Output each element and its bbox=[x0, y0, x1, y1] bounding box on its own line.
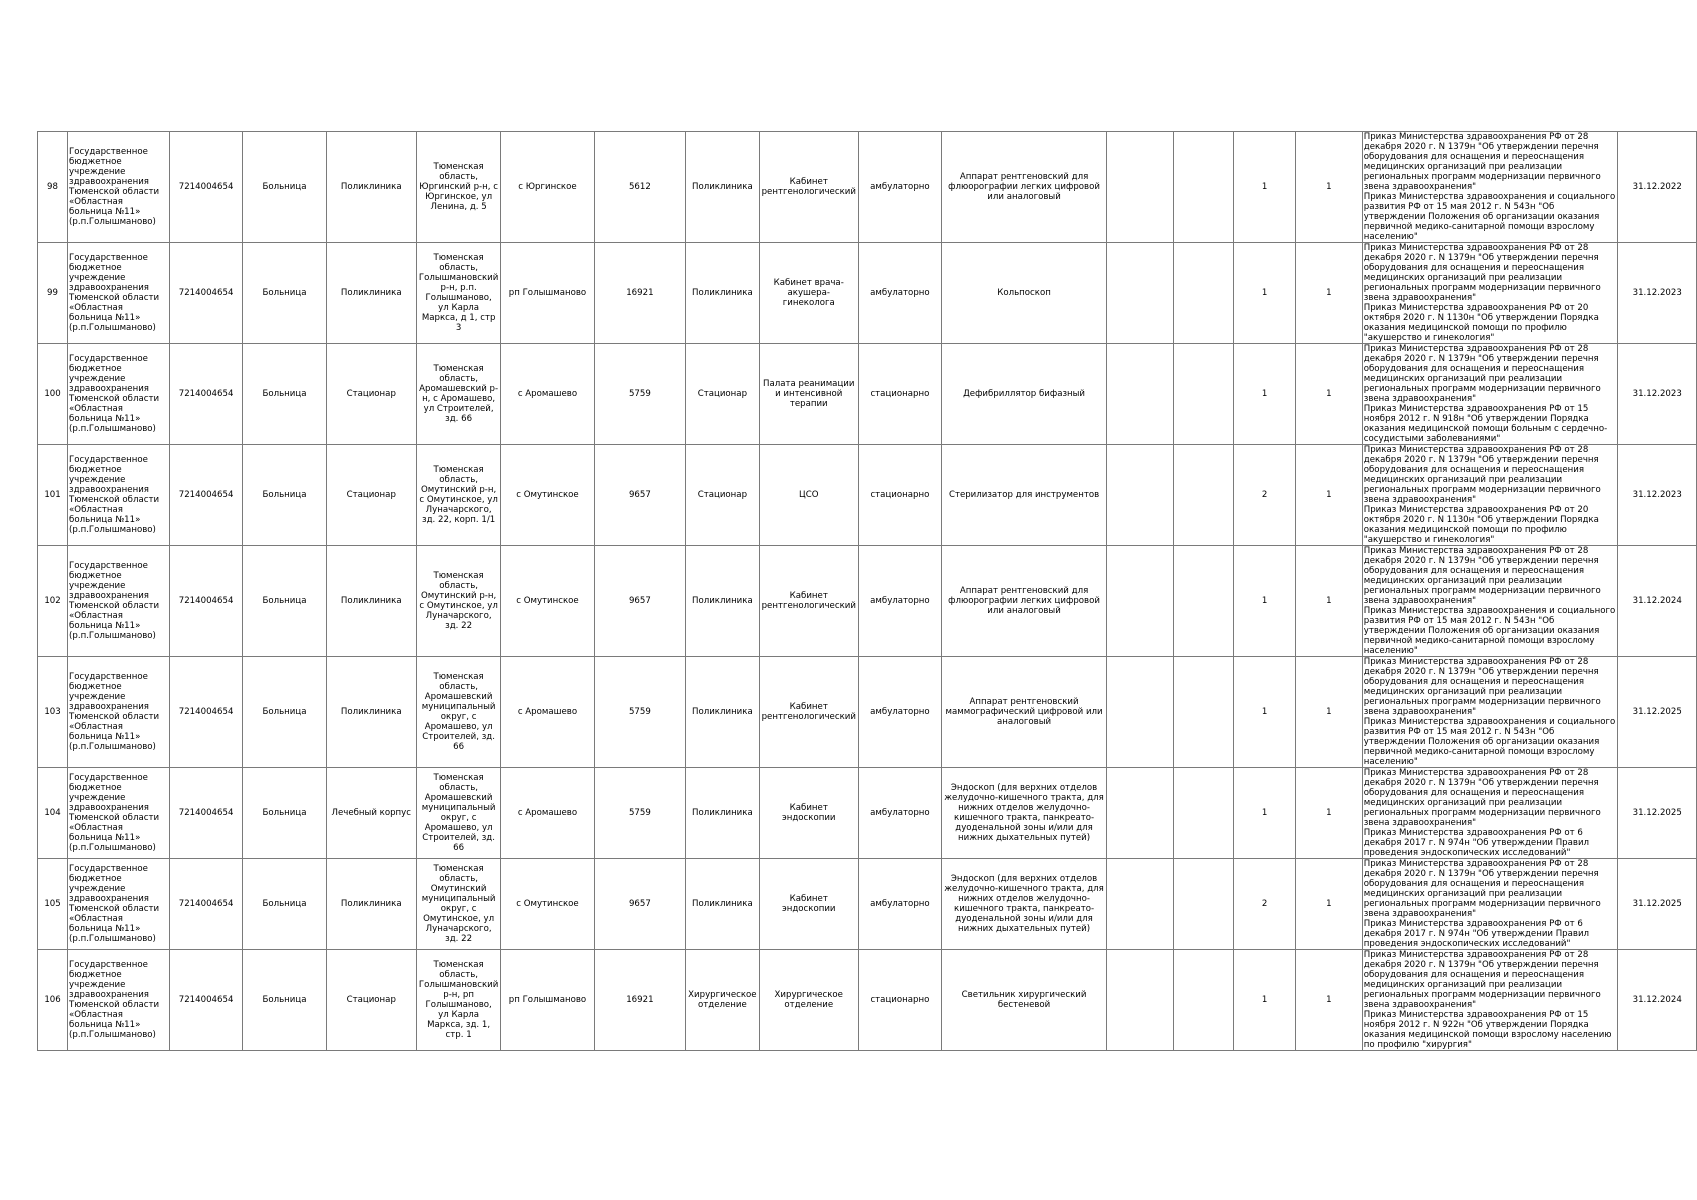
quantity-planned: 1 bbox=[1295, 243, 1362, 344]
locality: рп Голышманово bbox=[501, 950, 594, 1051]
care-mode: амбулаторно bbox=[858, 768, 941, 859]
equipment-name: Кольпоскоп bbox=[941, 243, 1106, 344]
population: 16921 bbox=[594, 950, 686, 1051]
deadline-date: 31.12.2025 bbox=[1618, 859, 1697, 950]
table-row bbox=[38, 768, 1697, 859]
locality: с Юргинское bbox=[501, 132, 594, 243]
empty-cell bbox=[1107, 243, 1173, 344]
legal-basis bbox=[1362, 344, 1618, 445]
empty-cell bbox=[1173, 546, 1234, 657]
room: Хирургическое отделение bbox=[759, 950, 858, 1051]
population: 9657 bbox=[594, 546, 686, 657]
facility-type: Больница bbox=[243, 344, 326, 445]
row-number: 103 bbox=[38, 657, 68, 768]
equipment-register-table bbox=[37, 131, 1697, 1051]
population: 5612 bbox=[594, 132, 686, 243]
building-name: Поликлиника bbox=[326, 243, 416, 344]
deadline-date: 31.12.2023 bbox=[1618, 445, 1697, 546]
empty-cell bbox=[1173, 657, 1234, 768]
equipment-name: Аппарат рентгеновский для флюорографии легких цифровой или аналоговый bbox=[941, 546, 1106, 657]
address: Тюменская область, Юргинский р-н, с Юргинское, ул Ленина, д. 5 bbox=[416, 132, 500, 243]
row-number: 102 bbox=[38, 546, 68, 657]
inn: 7214004654 bbox=[169, 445, 242, 546]
facility-type: Больница bbox=[243, 950, 326, 1051]
legal-basis-item: Приказ Министерства здравоохранения и социального развития РФ от 15 мая 2012 г. N 543н "Об утверждении Положения об организации оказания первичной медико-санитарной помощи взрослому населению" bbox=[1363, 717, 1616, 767]
row-number: 99 bbox=[38, 243, 68, 344]
inn: 7214004654 bbox=[169, 132, 242, 243]
empty-cell bbox=[1107, 445, 1173, 546]
legal-basis-item: Приказ Министерства здравоохранения и социального развития РФ от 15 мая 2012 г. N 543н "Об утверждении Положения об организации оказания первичной медико-санитарной помощи взрослому населению" bbox=[1363, 606, 1616, 656]
empty-cell bbox=[1107, 546, 1173, 657]
building-name: Стационар bbox=[326, 950, 416, 1051]
quantity-needed: 1 bbox=[1234, 344, 1295, 445]
unit: Поликлиника bbox=[686, 657, 759, 768]
organization-name: Государственное бюджетное учреждение здравоохранения Тюменской области «Областная больница №11» (р.п.Голышманово) bbox=[68, 657, 170, 768]
building-name: Поликлиника bbox=[326, 859, 416, 950]
table-row bbox=[38, 657, 1697, 768]
locality: с Омутинское bbox=[501, 546, 594, 657]
equipment-name: Светильник хирургический бестеневой bbox=[941, 950, 1106, 1051]
care-mode: амбулаторно bbox=[858, 657, 941, 768]
address: Тюменская область, Омутинский р-н, с Омутинское, ул Луначарского, зд. 22, корп. 1/1 bbox=[416, 445, 500, 546]
legal-basis bbox=[1362, 950, 1618, 1051]
care-mode: амбулаторно bbox=[858, 243, 941, 344]
population: 5759 bbox=[594, 344, 686, 445]
legal-basis-item: Приказ Министерства здравоохранения РФ от 20 октября 2020 г. N 1130н "Об утверждении Порядка оказания медицинской помощи по профилю "акушерство и гинекология" bbox=[1363, 505, 1599, 545]
deadline-date: 31.12.2025 bbox=[1618, 657, 1697, 768]
care-mode: амбулаторно bbox=[858, 132, 941, 243]
legal-basis-item: Приказ Министерства здравоохранения РФ от 28 декабря 2020 г. N 1379н "Об утверждении перечня оборудования для оснащения и переоснащения медицинских организаций при реализации региональных программ модернизации первичного звена здравоохранения" bbox=[1363, 546, 1601, 606]
address: Тюменская область, Аромашевский муниципальный округ, с Аромашево, ул Строителей, зд. 66 bbox=[416, 768, 500, 859]
building-name: Стационар bbox=[326, 344, 416, 445]
room: Кабинет врача-акушера-гинеколога bbox=[759, 243, 858, 344]
empty-cell bbox=[1107, 132, 1173, 243]
address: Тюменская область, Голышмановский р-н, рп Голышманово, ул Карла Маркса, зд. 1, стр. 1 bbox=[416, 950, 500, 1051]
inn: 7214004654 bbox=[169, 859, 242, 950]
deadline-date: 31.12.2024 bbox=[1618, 546, 1697, 657]
legal-basis bbox=[1362, 445, 1618, 546]
address: Тюменская область, Голышмановский р-н, р.п. Голышманово, ул Карла Маркса, д 1, стр 3 bbox=[416, 243, 500, 344]
empty-cell bbox=[1107, 344, 1173, 445]
legal-basis-item: Приказ Министерства здравоохранения РФ от 15 ноября 2012 г. N 922н "Об утверждении Порядка оказания медицинской помощи взрослому населению по профилю "хирургия" bbox=[1363, 1010, 1612, 1050]
inn: 7214004654 bbox=[169, 657, 242, 768]
quantity-planned: 1 bbox=[1295, 657, 1362, 768]
population: 5759 bbox=[594, 768, 686, 859]
room: Кабинет рентгенологический bbox=[759, 657, 858, 768]
quantity-planned: 1 bbox=[1295, 344, 1362, 445]
legal-basis-item: Приказ Министерства здравоохранения РФ от 28 декабря 2020 г. N 1379н "Об утверждении перечня оборудования для оснащения и переоснащения медицинских организаций при реализации региональных программ модернизации первичного звена здравоохранения" bbox=[1363, 859, 1601, 919]
table-row bbox=[38, 859, 1697, 950]
row-number: 101 bbox=[38, 445, 68, 546]
building-name: Поликлиника bbox=[326, 657, 416, 768]
facility-type: Больница bbox=[243, 243, 326, 344]
organization-name: Государственное бюджетное учреждение здравоохранения Тюменской области «Областная больница №11» (р.п.Голышманово) bbox=[68, 859, 170, 950]
empty-cell bbox=[1173, 445, 1234, 546]
table-row bbox=[38, 445, 1697, 546]
unit: Поликлиника bbox=[686, 132, 759, 243]
row-number: 105 bbox=[38, 859, 68, 950]
quantity-planned: 1 bbox=[1295, 132, 1362, 243]
room: ЦСО bbox=[759, 445, 858, 546]
organization-name: Государственное бюджетное учреждение здравоохранения Тюменской области «Областная больница №11» (р.п.Голышманово) bbox=[68, 445, 170, 546]
quantity-needed: 1 bbox=[1234, 132, 1295, 243]
unit: Хирургическое отделение bbox=[686, 950, 759, 1051]
empty-cell bbox=[1107, 859, 1173, 950]
legal-basis bbox=[1362, 768, 1618, 859]
quantity-needed: 2 bbox=[1234, 445, 1295, 546]
facility-type: Больница bbox=[243, 768, 326, 859]
row-number: 106 bbox=[38, 950, 68, 1051]
equipment-name: Дефибриллятор бифазный bbox=[941, 344, 1106, 445]
care-mode: стационарно bbox=[858, 344, 941, 445]
inn: 7214004654 bbox=[169, 768, 242, 859]
legal-basis-item: Приказ Министерства здравоохранения РФ от 6 декабря 2017 г. N 974н "Об утверждении Правил проведения эндоскопических исследований" bbox=[1363, 828, 1590, 858]
legal-basis-item: Приказ Министерства здравоохранения РФ от 28 декабря 2020 г. N 1379н "Об утверждении перечня оборудования для оснащения и переоснащения медицинских организаций при реализации региональных программ модернизации первичного звена здравоохранения" bbox=[1363, 950, 1601, 1010]
table-row bbox=[38, 243, 1697, 344]
quantity-needed: 1 bbox=[1234, 657, 1295, 768]
care-mode: амбулаторно bbox=[858, 859, 941, 950]
quantity-needed: 1 bbox=[1234, 243, 1295, 344]
unit: Поликлиника bbox=[686, 768, 759, 859]
unit: Поликлиника bbox=[686, 243, 759, 344]
address: Тюменская область, Омутинский р-н, с Омутинское, ул Луначарского, зд. 22 bbox=[416, 546, 500, 657]
facility-type: Больница bbox=[243, 657, 326, 768]
row-number: 104 bbox=[38, 768, 68, 859]
equipment-name: Аппарат рентгеновский маммографический цифровой или аналоговый bbox=[941, 657, 1106, 768]
legal-basis bbox=[1362, 243, 1618, 344]
population: 9657 bbox=[594, 445, 686, 546]
equipment-name: Стерилизатор для инструментов bbox=[941, 445, 1106, 546]
row-number: 100 bbox=[38, 344, 68, 445]
room: Кабинет эндоскопии bbox=[759, 768, 858, 859]
deadline-date: 31.12.2024 bbox=[1618, 950, 1697, 1051]
unit: Поликлиника bbox=[686, 546, 759, 657]
legal-basis bbox=[1362, 132, 1618, 243]
legal-basis-item: Приказ Министерства здравоохранения РФ от 28 декабря 2020 г. N 1379н "Об утверждении перечня оборудования для оснащения и переоснащения медицинских организаций при реализации региональных программ модернизации первичного звена здравоохранения" bbox=[1363, 445, 1601, 505]
organization-name: Государственное бюджетное учреждение здравоохранения Тюменской области «Областная больница №11» (р.п.Голышманово) bbox=[68, 243, 170, 344]
organization-name: Государственное бюджетное учреждение здравоохранения Тюменской области «Областная больница №11» (р.п.Голышманово) bbox=[68, 132, 170, 243]
quantity-needed: 1 bbox=[1234, 546, 1295, 657]
empty-cell bbox=[1173, 950, 1234, 1051]
quantity-planned: 1 bbox=[1295, 859, 1362, 950]
locality: с Аромашево bbox=[501, 768, 594, 859]
care-mode: амбулаторно bbox=[858, 546, 941, 657]
quantity-needed: 1 bbox=[1234, 768, 1295, 859]
population: 9657 bbox=[594, 859, 686, 950]
inn: 7214004654 bbox=[169, 344, 242, 445]
unit: Стационар bbox=[686, 344, 759, 445]
address: Тюменская область, Омутинский муниципальный округ, с Омутинское, ул Луначарского, зд. 22 bbox=[416, 859, 500, 950]
quantity-needed: 2 bbox=[1234, 859, 1295, 950]
facility-type: Больница bbox=[243, 132, 326, 243]
equipment-name: Аппарат рентгеновский для флюорографии легких цифровой или аналоговый bbox=[941, 132, 1106, 243]
legal-basis bbox=[1362, 859, 1618, 950]
locality: с Аромашево bbox=[501, 657, 594, 768]
unit: Поликлиника bbox=[686, 859, 759, 950]
organization-name: Государственное бюджетное учреждение здравоохранения Тюменской области «Областная больница №11» (р.п.Голышманово) bbox=[68, 546, 170, 657]
building-name: Лечебный корпус bbox=[326, 768, 416, 859]
building-name: Поликлиника bbox=[326, 132, 416, 243]
room: Кабинет рентгенологический bbox=[759, 546, 858, 657]
legal-basis bbox=[1362, 546, 1618, 657]
row-number: 98 bbox=[38, 132, 68, 243]
quantity-planned: 1 bbox=[1295, 950, 1362, 1051]
legal-basis-item: Приказ Министерства здравоохранения РФ от 28 декабря 2020 г. N 1379н "Об утверждении перечня оборудования для оснащения и переоснащения медицинских организаций при реализации региональных программ модернизации первичного звена здравоохранения" bbox=[1363, 243, 1601, 303]
locality: рп Голышманово bbox=[501, 243, 594, 344]
table-row bbox=[38, 344, 1697, 445]
legal-basis-item: Приказ Министерства здравоохранения и социального развития РФ от 15 мая 2012 г. N 543н "Об утверждении Положения об организации оказания первичной медико-санитарной помощи взрослому населению" bbox=[1363, 192, 1616, 242]
inn: 7214004654 bbox=[169, 243, 242, 344]
quantity-planned: 1 bbox=[1295, 445, 1362, 546]
facility-type: Больница bbox=[243, 859, 326, 950]
legal-basis-item: Приказ Министерства здравоохранения РФ от 15 ноября 2012 г. N 918н "Об утверждении Порядка оказания медицинской помощи больным с сердечно-сосудистыми заболеваниями" bbox=[1363, 404, 1608, 444]
deadline-date: 31.12.2022 bbox=[1618, 132, 1697, 243]
quantity-needed: 1 bbox=[1234, 950, 1295, 1051]
deadline-date: 31.12.2023 bbox=[1618, 344, 1697, 445]
legal-basis-item: Приказ Министерства здравоохранения РФ от 20 октября 2020 г. N 1130н "Об утверждении Порядка оказания медицинской помощи по профилю "акушерство и гинекология" bbox=[1363, 303, 1599, 343]
organization-name: Государственное бюджетное учреждение здравоохранения Тюменской области «Областная больница №11» (р.п.Голышманово) bbox=[68, 344, 170, 445]
deadline-date: 31.12.2023 bbox=[1618, 243, 1697, 344]
inn: 7214004654 bbox=[169, 546, 242, 657]
room: Кабинет эндоскопии bbox=[759, 859, 858, 950]
room: Кабинет рентгенологический bbox=[759, 132, 858, 243]
inn: 7214004654 bbox=[169, 950, 242, 1051]
organization-name: Государственное бюджетное учреждение здравоохранения Тюменской области «Областная больница №11» (р.п.Голышманово) bbox=[68, 768, 170, 859]
locality: с Омутинское bbox=[501, 859, 594, 950]
locality: с Аромашево bbox=[501, 344, 594, 445]
legal-basis-item: Приказ Министерства здравоохранения РФ от 28 декабря 2020 г. N 1379н "Об утверждении перечня оборудования для оснащения и переоснащения медицинских организаций при реализации региональных программ модернизации первичного звена здравоохранения" bbox=[1363, 768, 1601, 828]
care-mode: стационарно bbox=[858, 445, 941, 546]
population: 16921 bbox=[594, 243, 686, 344]
legal-basis-item: Приказ Министерства здравоохранения РФ от 28 декабря 2020 г. N 1379н "Об утверждении перечня оборудования для оснащения и переоснащения медицинских организаций при реализации региональных программ модернизации первичного звена здравоохранения" bbox=[1363, 132, 1601, 192]
empty-cell bbox=[1173, 132, 1234, 243]
empty-cell bbox=[1107, 768, 1173, 859]
empty-cell bbox=[1173, 859, 1234, 950]
unit: Стационар bbox=[686, 445, 759, 546]
population: 5759 bbox=[594, 657, 686, 768]
empty-cell bbox=[1107, 657, 1173, 768]
empty-cell bbox=[1173, 344, 1234, 445]
empty-cell bbox=[1173, 243, 1234, 344]
deadline-date: 31.12.2025 bbox=[1618, 768, 1697, 859]
quantity-planned: 1 bbox=[1295, 546, 1362, 657]
equipment-name: Эндоскоп (для верхних отделов желудочно-кишечного тракта, для нижних отделов желудочно-кишечного тракта, панкреато-дуоденальной зоны и/или для нижних дыхательных путей) bbox=[941, 768, 1106, 859]
table-row bbox=[38, 132, 1697, 243]
address: Тюменская область, Аромашевский р-н, с Аромашево, ул Строителей, зд. 66 bbox=[416, 344, 500, 445]
locality: с Омутинское bbox=[501, 445, 594, 546]
legal-basis-item: Приказ Министерства здравоохранения РФ от 6 декабря 2017 г. N 974н "Об утверждении Правил проведения эндоскопических исследований" bbox=[1363, 919, 1590, 949]
empty-cell bbox=[1107, 950, 1173, 1051]
legal-basis-item: Приказ Министерства здравоохранения РФ от 28 декабря 2020 г. N 1379н "Об утверждении перечня оборудования для оснащения и переоснащения медицинских организаций при реализации региональных программ модернизации первичного звена здравоохранения" bbox=[1363, 344, 1601, 404]
facility-type: Больница bbox=[243, 445, 326, 546]
care-mode: стационарно bbox=[858, 950, 941, 1051]
building-name: Стационар bbox=[326, 445, 416, 546]
empty-cell bbox=[1173, 768, 1234, 859]
table-row bbox=[38, 950, 1697, 1051]
organization-name: Государственное бюджетное учреждение здравоохранения Тюменской области «Областная больница №11» (р.п.Голышманово) bbox=[68, 950, 170, 1051]
legal-basis-item: Приказ Министерства здравоохранения РФ от 28 декабря 2020 г. N 1379н "Об утверждении перечня оборудования для оснащения и переоснащения медицинских организаций при реализации региональных программ модернизации первичного звена здравоохранения" bbox=[1363, 657, 1601, 717]
address: Тюменская область, Аромашевский муниципальный округ, с Аромашево, ул Строителей, зд. 66 bbox=[416, 657, 500, 768]
facility-type: Больница bbox=[243, 546, 326, 657]
room: Палата реанимации и интенсивной терапии bbox=[759, 344, 858, 445]
legal-basis bbox=[1362, 657, 1618, 768]
quantity-planned: 1 bbox=[1295, 768, 1362, 859]
table-row bbox=[38, 546, 1697, 657]
equipment-name: Эндоскоп (для верхних отделов желудочно-кишечного тракта, для нижних отделов желудочно-кишечного тракта, панкреато-дуоденальной зоны и/или для нижних дыхательных путей) bbox=[941, 859, 1106, 950]
building-name: Поликлиника bbox=[326, 546, 416, 657]
